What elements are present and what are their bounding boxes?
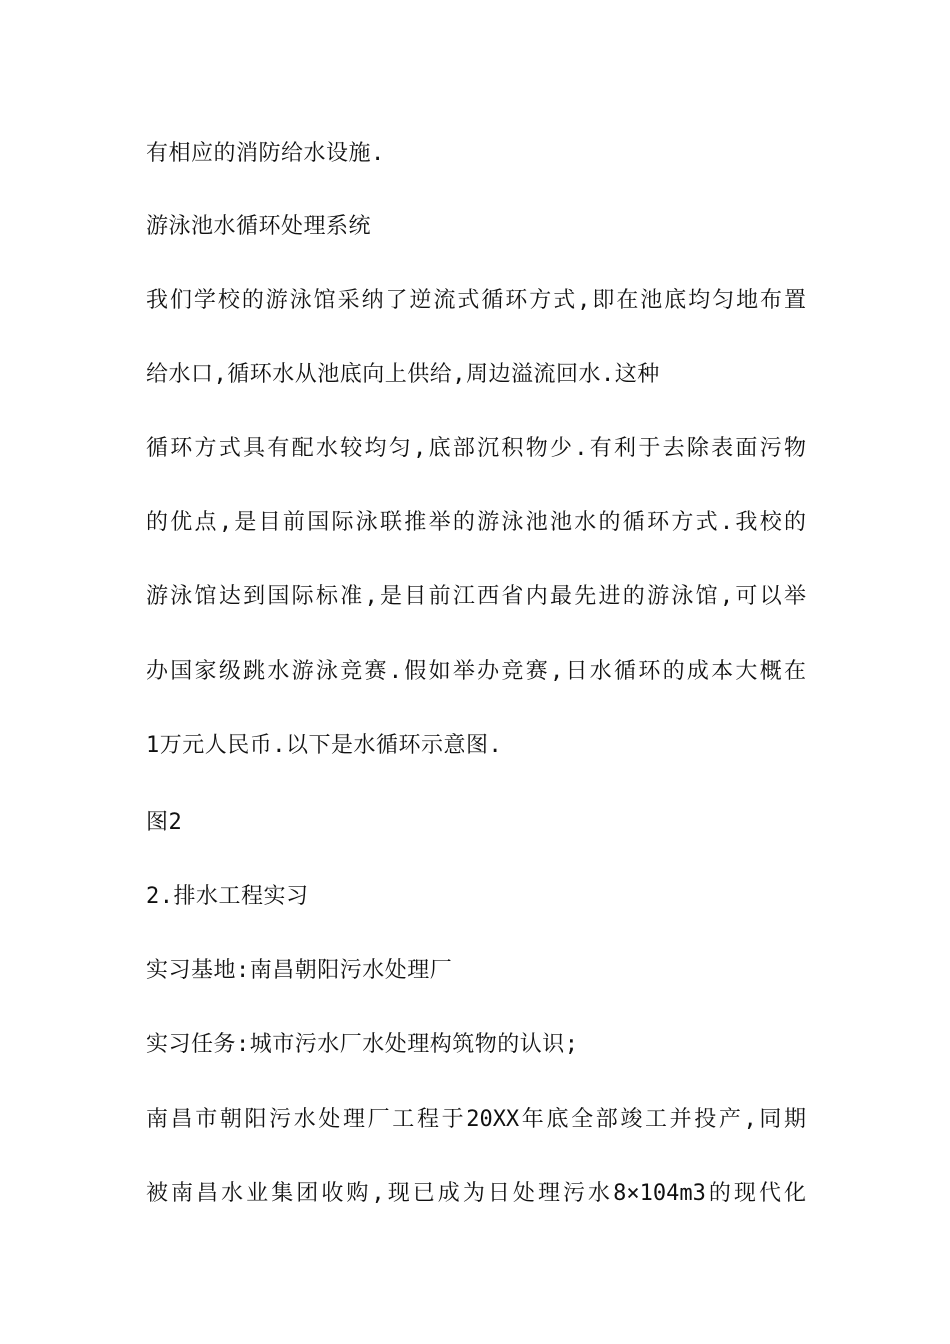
paragraph-line: 有相应的消防给水设施. xyxy=(146,141,385,166)
paragraph-line: 的优点,是目前国际泳联推举的游泳池池水的循环方式.我校的 xyxy=(146,510,806,535)
section-heading: 2.排水工程实习 xyxy=(146,884,309,909)
paragraph-line: 我们学校的游泳馆采纳了逆流式循环方式,即在池底均匀地布置 xyxy=(146,288,806,313)
paragraph-line: 实习基地:南昌朝阳污水处理厂 xyxy=(146,958,453,983)
paragraph-line: 南昌市朝阳污水处理厂工程于20XX年底全部竣工并投产,同期 xyxy=(146,1107,806,1132)
section-heading: 游泳池水循环处理系统 xyxy=(146,214,372,239)
paragraph-line: 循环方式具有配水较均匀,底部沉积物少.有利于去除表面污物 xyxy=(146,436,806,461)
paragraph-line: 1万元人民币.以下是水循环示意图. xyxy=(146,733,503,758)
paragraph-line: 办国家级跳水游泳竞赛.假如举办竞赛,日水循环的成本大概在 xyxy=(146,659,806,684)
paragraph-line: 给水口,循环水从池底向上供给,周边溢流回水.这种 xyxy=(146,362,660,387)
paragraph-line: 实习任务:城市污水厂水处理构筑物的认识; xyxy=(146,1032,579,1057)
paragraph-line: 被南昌水业集团收购,现已成为日处理污水8×104m3的现代化 xyxy=(146,1181,806,1206)
figure-label: 图2 xyxy=(146,810,183,835)
paragraph-line: 游泳馆达到国际标准,是目前江西省内最先进的游泳馆,可以举 xyxy=(146,584,806,609)
